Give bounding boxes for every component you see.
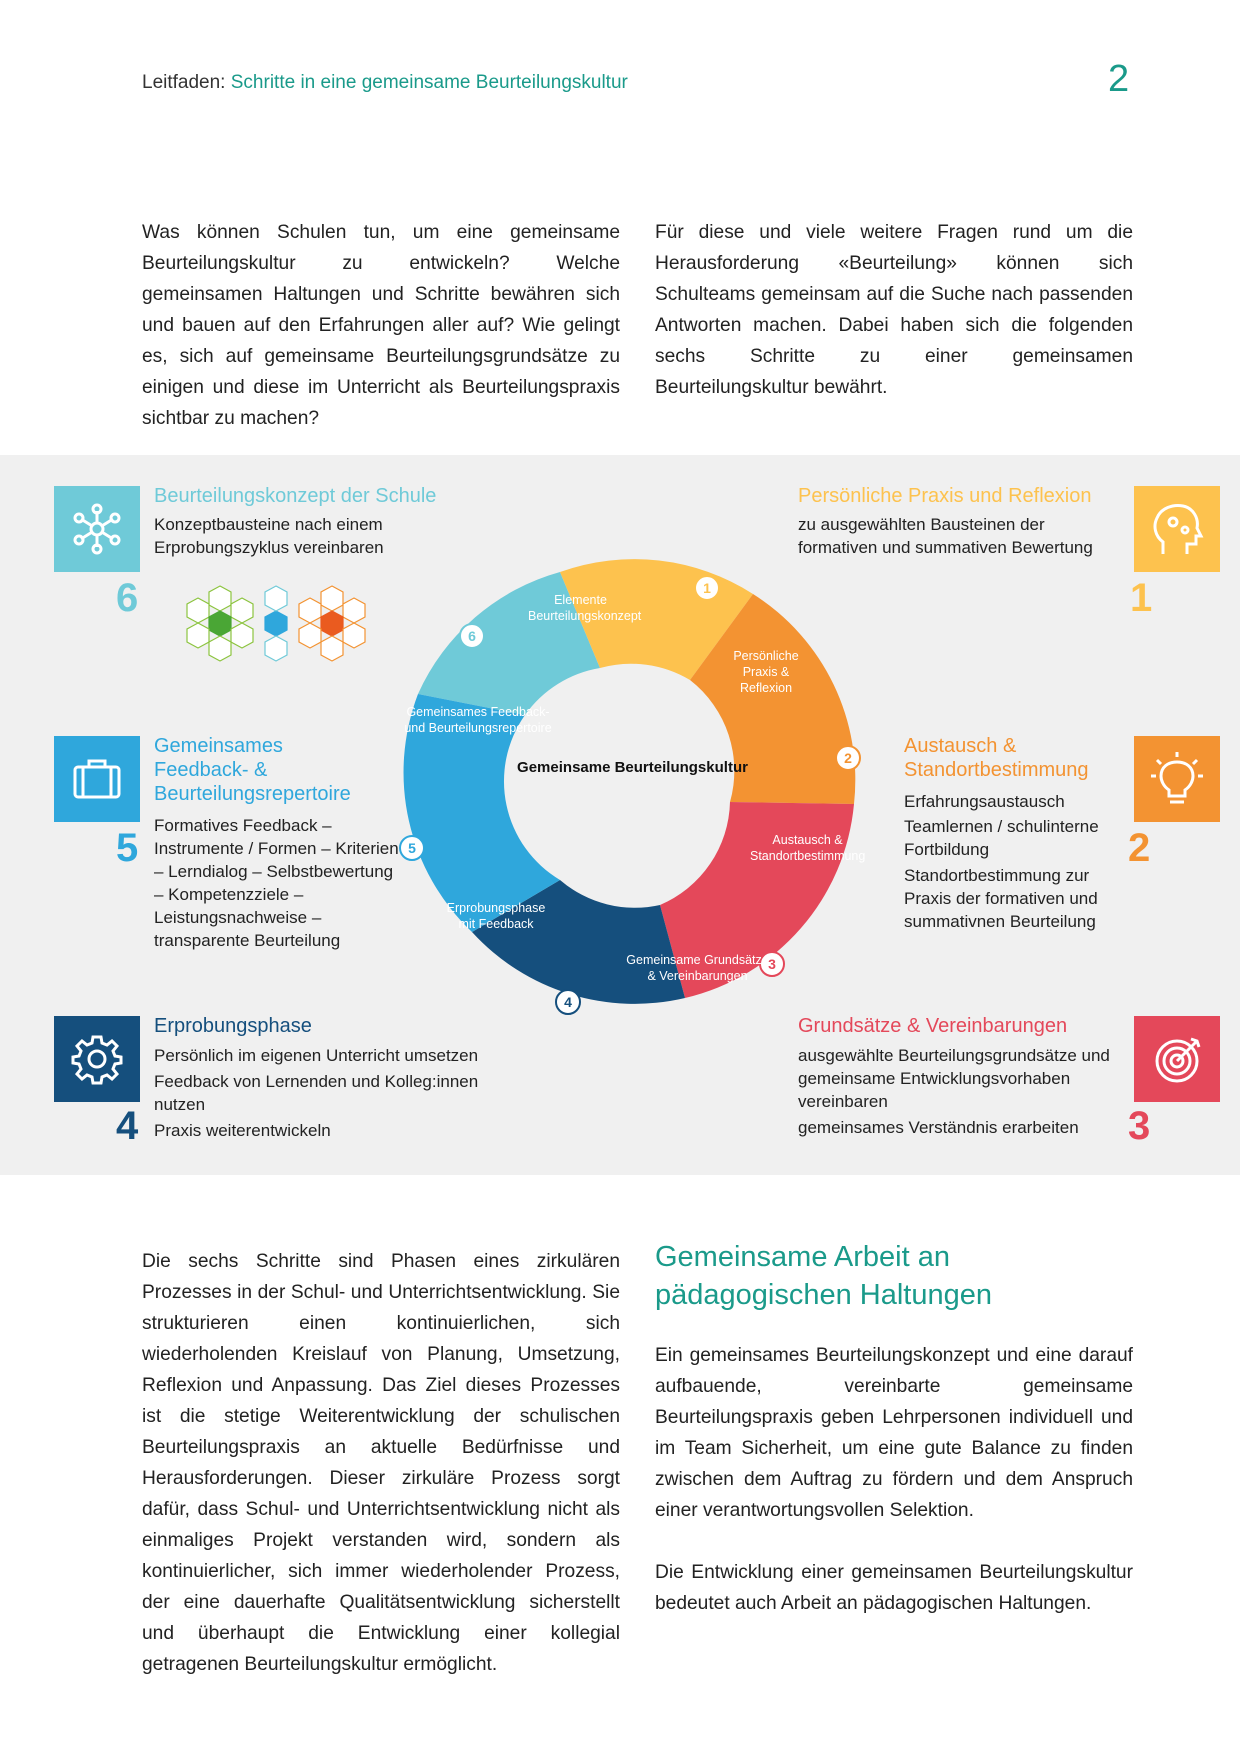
hex-green [209,586,231,611]
step5-icon-box [54,736,140,822]
hex-blue [265,636,287,661]
step4-icon-box [54,1016,140,1102]
svg-text:4: 4 [564,994,572,1010]
step4-number: 4 [116,1104,139,1148]
step5-number: 5 [116,826,139,870]
head-gears-icon [1149,500,1205,558]
section-heading: Gemeinsame Arbeit an pädagogischen Haltungen [655,1241,992,1311]
svg-text:5: 5 [408,840,416,856]
hex-green [231,623,253,648]
step4-text-3: Praxis weiterentwickeln [154,1121,331,1140]
step1-number: 1 [1130,576,1153,620]
cycle-seg6-label: Elemente Beurteilungskonzept [528,593,642,623]
svg-text:3: 3 [768,956,776,972]
hex-green [187,598,209,623]
step3-icon-box [1134,1016,1220,1102]
hex-green-center [209,611,231,636]
briefcase-icon [71,755,123,803]
hex-green [187,623,209,648]
outro-left-paragraph: Die sechs Schritte sind Phasen eines zirkulären Prozesses in der Schul- und Unterrichtsentwicklung. Sie strukturieren einen kontinuierlichen, sich wiederholenden Kreislauf von Planung, Umsetzung, Reflexion und Anpassung. Das Ziel dieses Prozesses ist die stetige Weiterentwicklung der schulischen Beurteilungspraxis an aktuelle Bedürfnisse und Herausforderungen. Dieser zirkuläre Prozess sorgt dafür, dass Schul- und Unterrichtsentwicklung nicht als einmaliges Projekt verstanden wird, sondern als kontinuierlicher, sich immer wiederholender Prozess, der eine dauerhafte Qualitätsentwicklung sicherstellt und überhaupt die Entwicklung einer kollegial getragenen Beurteilungskultur ermöglicht. [142,1251,620,1675]
step3-text-1: ausgewählte Beurteilungsgrundsätze und gemeinsame Entwicklungsvorhaben vereinbaren [798,1046,1110,1111]
step1-icon-box [1134,486,1220,572]
step5-text: Formatives Feedback – Instrumente / Formen – Kriterien – Lerndialog – Selbstbewertung – Kompetenzziele – Leistungsnachweise – transparente Beurteilung [154,816,399,950]
step4-title: Erprobungsphase [154,1015,312,1037]
step6-text: Konzeptbausteine nach einem Erprobungszyklus vereinbaren [154,515,384,557]
network-icon [69,501,125,557]
cycle-seg4-label: Erprobungsphase mit Feedback [446,901,546,931]
step6-number: 6 [116,576,139,620]
hex-orange [299,598,321,623]
step2-icon-box [1134,736,1220,822]
step3-title: Grundsätze & Vereinbarungen [798,1015,1068,1037]
step3-text-2: gemeinsames Verständnis erarbeiten [798,1118,1079,1137]
step2-text-1: Erfahrungsaustausch [904,792,1065,811]
hex-orange [299,623,321,648]
step2-title: Austausch & Standortbestimmung [904,735,1089,781]
step2-text-3: Standortbestimmung zur Praxis der formativen und summativnen Beurteilung [904,866,1098,931]
cycle-center-label: Gemeinsame Beurteilungskultur [517,759,748,776]
hex-blue [265,586,287,611]
step4-text-2: Feedback von Lernenden und Kolleg:innen nutzen [154,1072,479,1114]
step4-text-1: Persönlich im eigenen Unterricht umsetzen [154,1046,479,1065]
cycle-seg3-label: Gemeinsame Grundsätze & Vereinbarungen [626,953,769,983]
intro-left-paragraph: Was können Schulen tun, um eine gemeinsame Beurteilungskultur zu entwickeln? Welche gemeinsamen Haltungen und Schritte bewähren sich und bauen auf den Erfahrungen aller auf? Wie gelingt es, sich auf gemeinsame Beurteilungsgrundsätze zu einigen und diese im Unterricht als Beurteilungspraxis sichtbar zu machen? [142,222,620,429]
cycle-seg1-label: Persönliche Praxis & Reflexion [733,649,799,695]
target-icon [1149,1031,1205,1087]
hex-green [209,636,231,661]
hex-green [231,598,253,623]
outro-right-paragraph-1: Ein gemeinsames Beurteilungskonzept und eine darauf aufbauende, vereinbarte gemeinsame Beurteilungspraxis geben Lehrpersonen individuell und im Team Sicherheit, um eine gute Balance zu finden zwischen dem Auftrag zu fördern und dem Anspruch einer verantwortungsvollen Selektion. [655,1345,1133,1521]
svg-text:2: 2 [844,750,852,766]
hex-blue-center [265,611,287,636]
header-prefix: Leitfaden: [142,72,226,93]
hex-orange [343,623,365,648]
hex-orange [321,586,343,611]
step1-text: zu ausgewählten Bausteinen der formativen und summativen Bewertung [798,515,1093,557]
hex-orange [321,636,343,661]
svg-text:1: 1 [703,580,711,596]
hex-orange-center [321,611,343,636]
step6-icon-box [54,486,140,572]
running-header [142,72,628,94]
step6-title: Beurteilungskonzept der Schule [154,485,437,507]
step5-title: Gemeinsames Feedback- & Beurteilungsrepertoire [154,735,351,805]
step2-text-2: Teamlernen / schulinterne Fortbildung [904,817,1099,859]
cycle-seg5-label: Gemeinsames Feedback- und Beurteilungsrepertoire [404,705,552,735]
hex-orange [343,598,365,623]
gear-icon [69,1031,125,1087]
intro-right-paragraph: Für diese und viele weitere Fragen rund um die Herausforderung «Beurteilung» können sich Schulteams gemeinsam auf die Suche nach passenden Antworten machen. Dabei haben sich die folgenden sechs Schritte zu einer gemeinsamen Beurteilungskultur bewährt. [655,222,1133,398]
concept-hexagon-cluster [168,580,398,685]
header-title: Schritte in eine gemeinsame Beurteilungskultur [230,72,628,93]
step3-number: 3 [1128,1104,1151,1148]
svg-text:6: 6 [468,628,476,644]
step1-title: Persönliche Praxis und Reflexion [798,485,1092,507]
step2-number: 2 [1128,826,1151,870]
lightbulb-icon [1149,750,1205,808]
outro-right-paragraph-2: Die Entwicklung einer gemeinsamen Beurteilungskultur bedeutet auch Arbeit an pädagogischen Haltungen. [655,1562,1133,1614]
cycle-seg2-label: Austausch & Standortbestimmung [750,833,866,863]
page-number: 2 [1108,58,1130,100]
